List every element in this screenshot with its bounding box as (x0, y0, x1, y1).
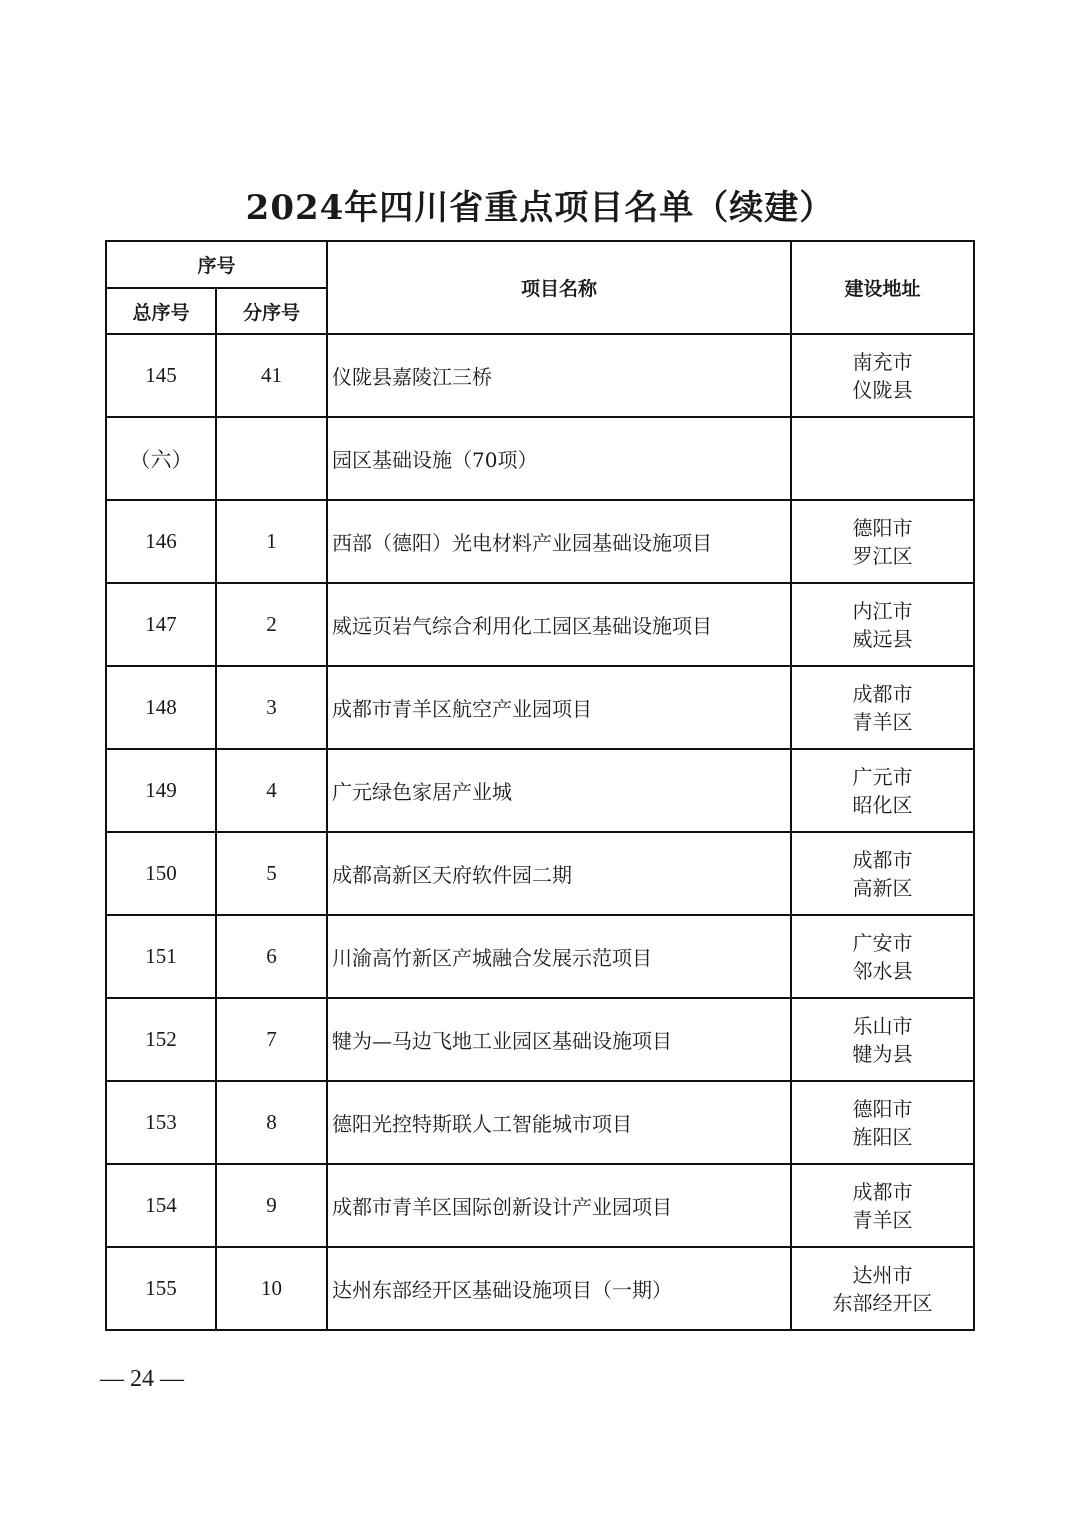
project-name-cell: 园区基础设施（70项） (327, 417, 791, 500)
sub-seq-cell: 3 (216, 666, 327, 749)
sub-seq-cell: 2 (216, 583, 327, 666)
document-title: 2024年四川省重点项目名单（续建） (245, 188, 835, 228)
location-cell (791, 583, 974, 666)
total-seq-cell: （六） (106, 417, 216, 500)
sub-seq-cell (216, 417, 327, 500)
table-row (106, 832, 974, 915)
location-city: 乐山市 (852, 1013, 913, 1038)
location-cell (791, 832, 974, 915)
location-district: 旌阳区 (852, 1124, 913, 1149)
header-seq-group: 序号 (106, 241, 327, 288)
table-row (106, 1081, 974, 1164)
sub-seq-cell: 4 (216, 749, 327, 832)
table-row (106, 417, 974, 500)
sub-seq-cell: 5 (216, 832, 327, 915)
location-district: 罗江区 (852, 543, 913, 568)
location-city: 广元市 (852, 764, 913, 789)
location-district: 青羊区 (852, 709, 913, 734)
table-row (106, 334, 974, 417)
project-name-cell: 川渝高竹新区产城融合发展示范项目 (327, 915, 791, 998)
location-district: 邻水县 (852, 958, 913, 983)
table-row (106, 998, 974, 1081)
table-row (106, 1164, 974, 1247)
page-number: — 24 — (100, 1366, 184, 1392)
location-cell (791, 749, 974, 832)
total-seq-cell: 151 (106, 915, 216, 998)
location-city: 德阳市 (852, 515, 913, 540)
total-seq-cell: 155 (106, 1247, 216, 1330)
sub-seq-cell: 1 (216, 500, 327, 583)
location-district: 青羊区 (852, 1207, 913, 1232)
location-city: 成都市 (852, 681, 913, 706)
sub-seq-cell: 6 (216, 915, 327, 998)
project-name-cell: 德阳光控特斯联人工智能城市项目 (327, 1081, 791, 1164)
total-seq-cell: 154 (106, 1164, 216, 1247)
table-row (106, 1247, 974, 1330)
project-name-cell: 广元绿色家居产业城 (327, 749, 791, 832)
header-total-seq: 总序号 (106, 288, 216, 334)
location-cell (791, 334, 974, 417)
sub-seq-cell: 9 (216, 1164, 327, 1247)
location-city: 达州市 (852, 1262, 913, 1287)
project-name-cell: 成都市青羊区国际创新设计产业园项目 (327, 1164, 791, 1247)
location-district: 仪陇县 (852, 377, 913, 402)
location-cell (791, 1247, 974, 1330)
sub-seq-cell: 7 (216, 998, 327, 1081)
table-row (106, 583, 974, 666)
location-district: 东部经开区 (832, 1290, 933, 1315)
total-seq-cell: 149 (106, 749, 216, 832)
sub-seq-cell: 41 (216, 334, 327, 417)
location-city: 成都市 (852, 1179, 913, 1204)
sub-seq-cell: 10 (216, 1247, 327, 1330)
sub-seq-cell: 8 (216, 1081, 327, 1164)
project-name-cell: 达州东部经开区基础设施项目（一期） (327, 1247, 791, 1330)
project-name-cell: 犍为—马边飞地工业园区基础设施项目 (327, 998, 791, 1081)
location-cell (791, 500, 974, 583)
table-row (106, 666, 974, 749)
location-city: 德阳市 (852, 1096, 913, 1121)
project-name-cell: 成都高新区天府软件园二期 (327, 832, 791, 915)
total-seq-cell: 145 (106, 334, 216, 417)
project-name-cell: 成都市青羊区航空产业园项目 (327, 666, 791, 749)
location-district: 犍为县 (852, 1041, 913, 1066)
header-project-name: 项目名称 (327, 241, 791, 334)
header-sub-seq: 分序号 (216, 288, 327, 334)
location-cell (791, 915, 974, 998)
location-district: 威远县 (852, 626, 913, 651)
table-row (106, 749, 974, 832)
header-location: 建设地址 (791, 241, 974, 334)
location-cell (791, 1081, 974, 1164)
location-city: 南充市 (852, 349, 913, 374)
location-city: 成都市 (852, 847, 913, 872)
total-seq-cell: 146 (106, 500, 216, 583)
project-name-cell: 威远页岩气综合利用化工园区基础设施项目 (327, 583, 791, 666)
location-district: 昭化区 (852, 792, 913, 817)
table-row (106, 500, 974, 583)
total-seq-cell: 153 (106, 1081, 216, 1164)
location-cell (791, 1164, 974, 1247)
location-cell (791, 666, 974, 749)
total-seq-cell: 147 (106, 583, 216, 666)
project-name-cell: 西部（德阳）光电材料产业园基础设施项目 (327, 500, 791, 583)
location-district: 高新区 (852, 875, 913, 900)
total-seq-cell: 148 (106, 666, 216, 749)
location-city: 广安市 (852, 930, 913, 955)
total-seq-cell: 152 (106, 998, 216, 1081)
location-city: 内江市 (852, 598, 913, 623)
total-seq-cell: 150 (106, 832, 216, 915)
project-name-cell: 仪陇县嘉陵江三桥 (327, 334, 791, 417)
table-row (106, 915, 974, 998)
projects-table (105, 240, 975, 1331)
location-cell (791, 417, 974, 500)
location-cell (791, 998, 974, 1081)
